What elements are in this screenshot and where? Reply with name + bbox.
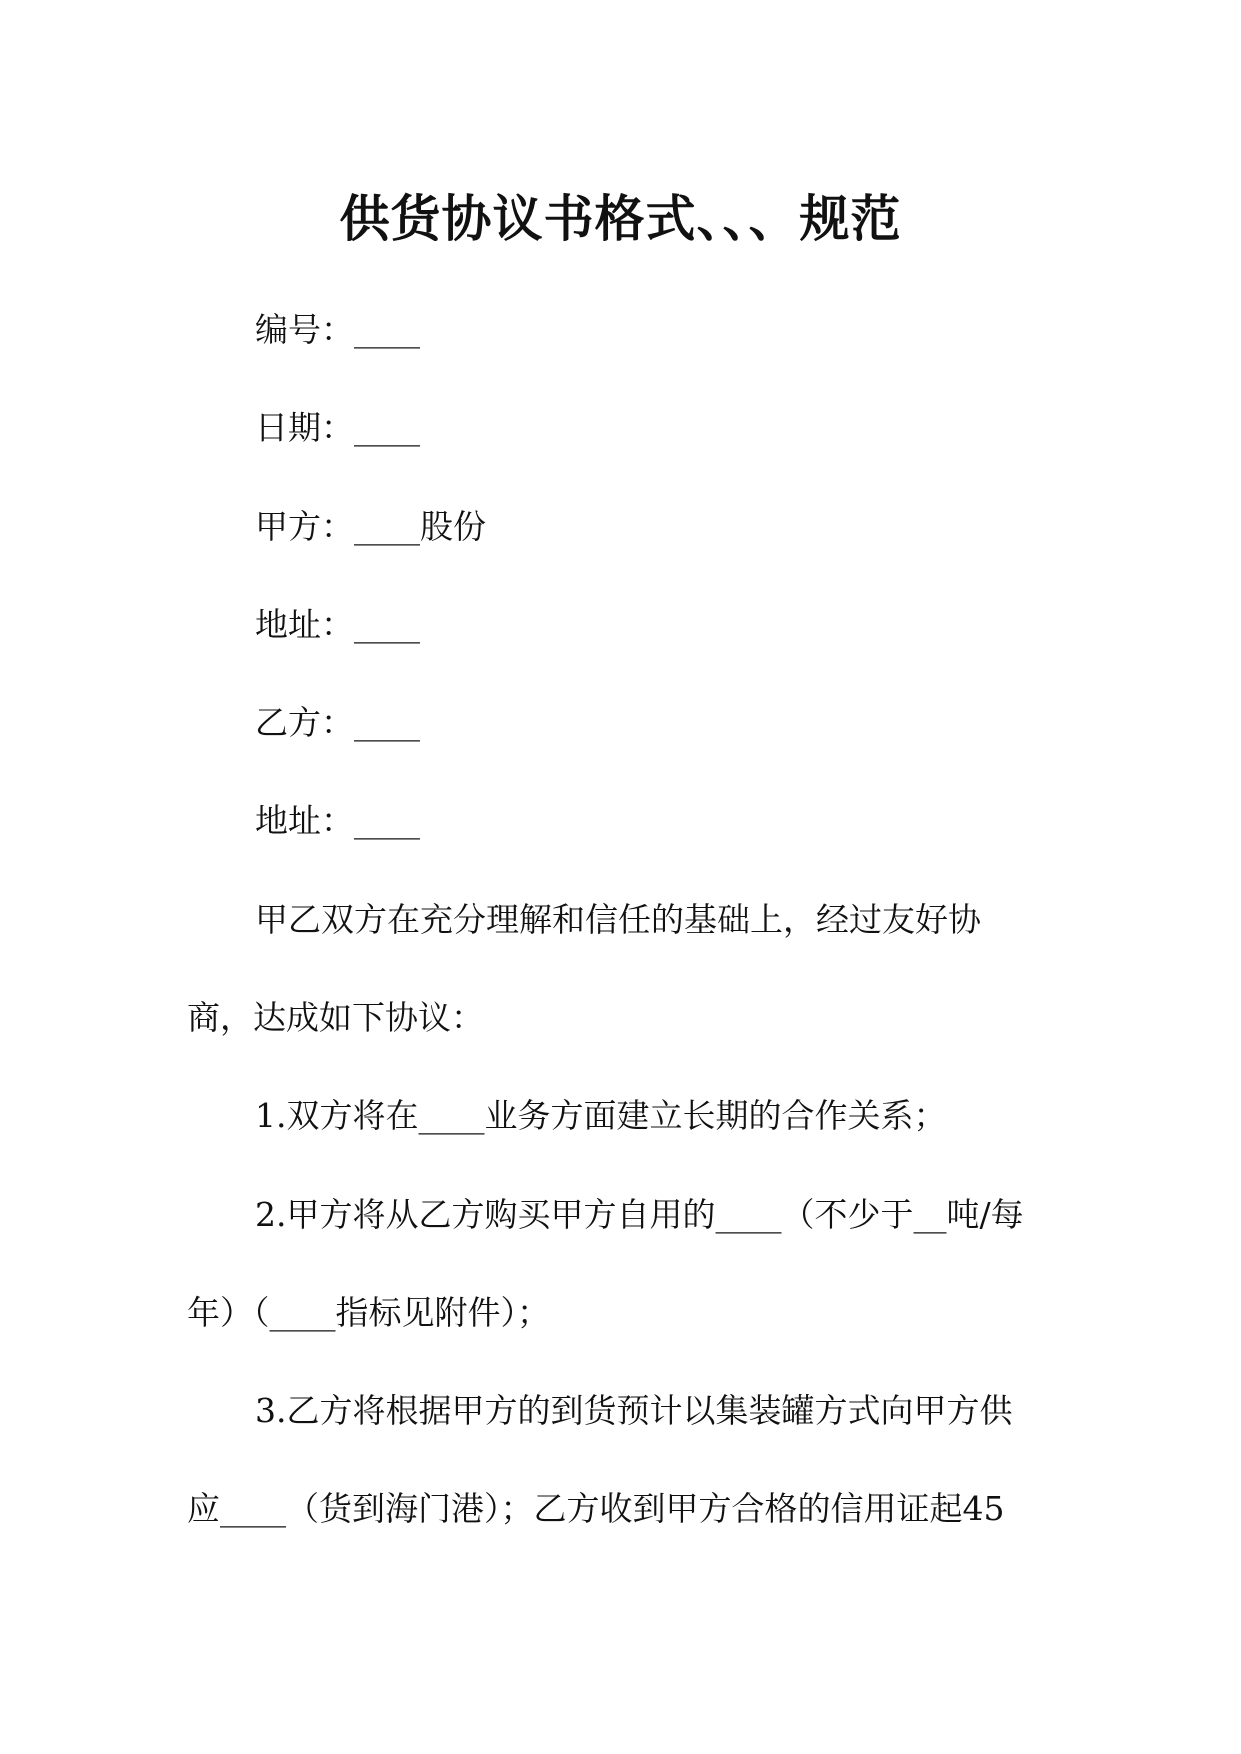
field-party-a-address: 地址：____	[255, 605, 420, 644]
clause-2: 2.甲方将从乙方购买甲方自用的____（不少于__吨/每	[255, 1195, 1024, 1234]
field-date: 日期：____	[255, 408, 420, 447]
field-number: 编号：____	[255, 310, 420, 349]
body-line: 商，达成如下协议：	[187, 998, 484, 1037]
field-party-b: 乙方：____	[255, 703, 420, 742]
field-party-a: 甲方：____股份	[255, 507, 486, 546]
page-title: 供货协议书格式、、、规范	[339, 188, 902, 248]
clause-3-continued: 应____（货到海门港）；乙方收到甲方合格的信用证起45	[187, 1489, 1005, 1528]
clause-3: 3.乙方将根据甲方的到货预计以集装罐方式向甲方供	[255, 1391, 1013, 1430]
body-line: 甲乙双方在充分理解和信任的基础上，经过友好协	[255, 900, 981, 939]
field-party-b-address: 地址：____	[255, 801, 420, 840]
clause-2-continued: 年）（____指标见附件）；	[187, 1293, 550, 1332]
clause-1: 1.双方将在____业务方面建立长期的合作关系；	[255, 1096, 947, 1135]
